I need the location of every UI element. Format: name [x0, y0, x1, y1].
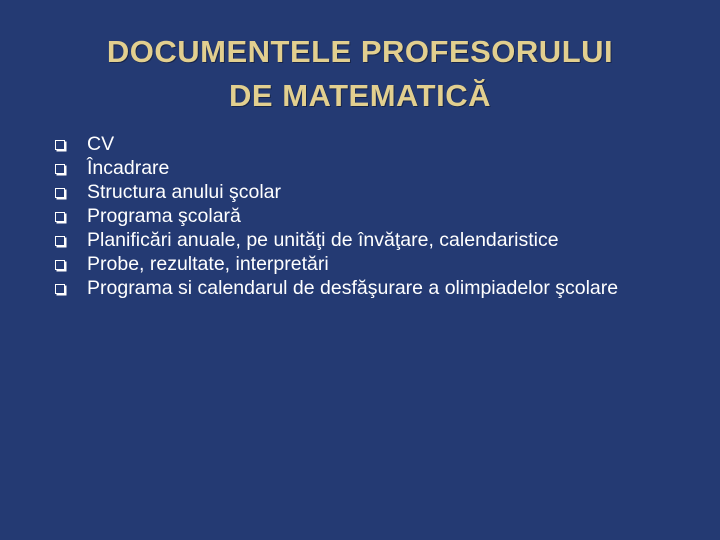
slide-title-line-2: DE MATEMATICĂ	[229, 78, 491, 113]
square-bullet-icon	[55, 212, 65, 222]
slide-title-line-1: DOCUMENTELE PROFESORULUI	[106, 34, 614, 69]
square-bullet-icon	[55, 188, 65, 198]
list-item-text: Planificări anuale, pe unităţi de învăţare, calendaristice	[87, 229, 559, 251]
list-item-text: CV	[87, 133, 115, 155]
square-bullet-icon	[55, 260, 65, 270]
list-item	[52, 180, 692, 204]
list-item	[52, 132, 692, 156]
list-item-text: Programa si calendarul de desfăşurare a olimpiadelor şcolare	[87, 277, 619, 299]
list-item-text: Programa şcolară	[87, 205, 241, 227]
list-item	[52, 156, 692, 180]
bullet-list	[52, 132, 692, 300]
square-bullet-icon	[55, 236, 65, 246]
list-item	[52, 252, 692, 276]
list-item	[52, 204, 692, 228]
list-item	[52, 276, 692, 300]
slide-title	[40, 30, 680, 118]
list-item-text: Încadrare	[87, 157, 170, 179]
list-item-text: Structura anului şcolar	[87, 181, 282, 203]
list-item	[52, 228, 692, 252]
square-bullet-icon	[55, 164, 65, 174]
square-bullet-icon	[55, 140, 65, 150]
list-item-text: Probe, rezultate, interpretări	[87, 253, 329, 275]
square-bullet-icon	[55, 284, 65, 294]
